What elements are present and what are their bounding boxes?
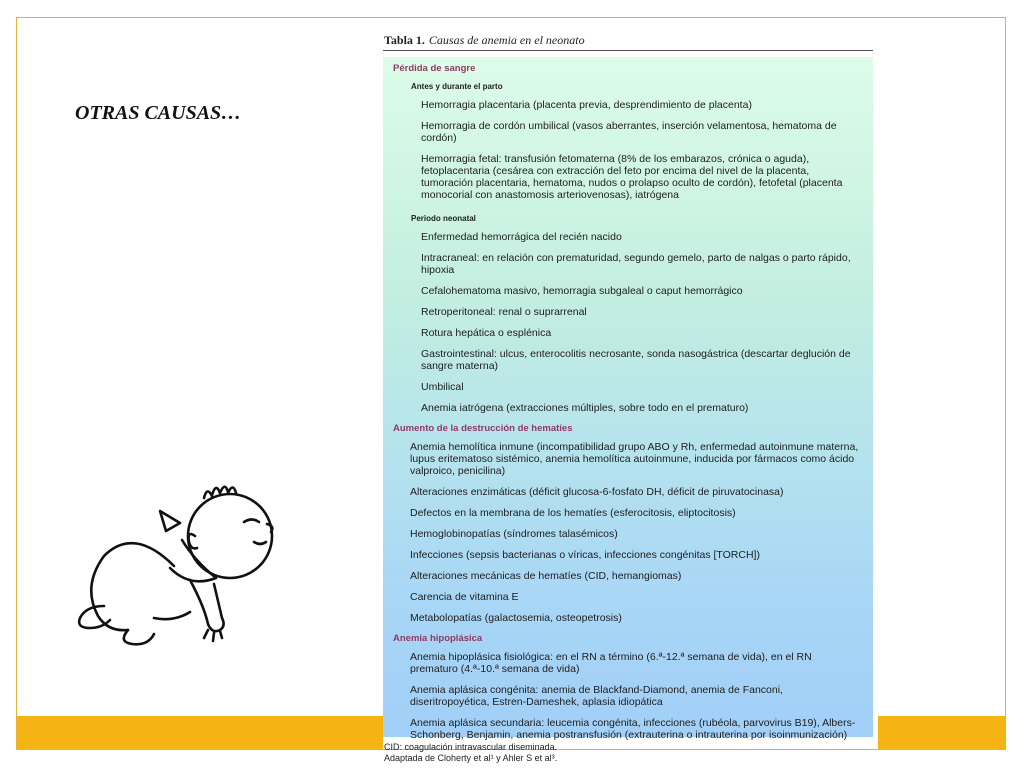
table-row: Anemia aplásica secundaria: leucemia congénita, infecciones (rubéola, parvovirus B19), Albers-Schonberg, Benjamin, anemia postransfusión (extrauterina o intrauterina por isoinmunización) [410,717,856,741]
table-caption [384,33,874,48]
footnote-source: Adaptada de Cloherty et al¹ y Ahler S et al³. [384,753,558,763]
crawling-baby-illustration [62,478,282,653]
footer-bar-right [878,716,1005,750]
table-row: Hemorragia placentaria (placenta previa, desprendimiento de placenta) [421,99,752,111]
anemia-causes-table [383,57,873,741]
section-heading-hypoplastic: Anemia hipoplásica [393,633,483,644]
table-row: Alteraciones mecánicas de hematíes (CID, hemangiomas) [410,570,682,582]
table-label: Tabla 1. [384,33,425,47]
table-row: Hemoglobinopatías (síndromes talasémicos) [410,528,618,540]
table-row: Umbilical [421,381,464,393]
table-row: Anemia iatrógena (extracciones múltiples, sobre todo en el prematuro) [421,402,749,414]
section-heading-hemolysis: Aumento de la destrucción de hematíes [393,423,573,434]
table-row: Anemia aplásica congénita: anemia de Blackfand-Diamond, anemia de Fanconi, diseritropoyética, Estren-Dameshek, aplasia idiopática [410,684,783,708]
table-row: Carencia de vitamina E [410,591,519,603]
slide-title: OTRAS CAUSAS… [75,102,242,124]
table-row: Defectos en la membrana de los hematíes (esferocitosis, eliptocitosis) [410,507,736,519]
section-heading-blood-loss: Pérdida de sangre [393,63,476,74]
table-row: Intracraneal: en relación con prematuridad, segundo gemelo, parto de nalgas o parto rápido, hipoxia [421,252,851,276]
subsection-heading-neonatal: Periodo neonatal [411,214,476,223]
table-row: Metabolopatías (galactosemia, osteopetrosis) [410,612,622,624]
table-row: Rotura hepática o esplénica [421,327,552,339]
table-row: Cefalohematoma masivo, hemorragia subgaleal o caput hemorrágico [421,285,743,297]
table-row: Hemorragia fetal: transfusión fetomaterna (8% de los embarazos, crónica o aguda), fetoplacentaria (cesárea con extracción del feto por encima del nivel de la placenta, tumoración placentaria, hematoma, nudos o prolapso oculto de cordón), fetofetal (placenta monocorial con anastomosis arteriovenosas), iatrógena [421,153,843,201]
footer-bar-left [17,716,383,750]
table-row: Anemia hipoplásica fisiológica: en el RN a término (6.ª-12.ª semana de vida), en el RN prematuro (4.ª-10.ª semana de vida) [410,651,812,675]
table-row: Hemorragia de cordón umbilical (vasos aberrantes, inserción velamentosa, hematoma de cordón) [421,120,837,144]
table-row: Retroperitoneal: renal o suprarrenal [421,306,587,318]
table-caption-text: Causas de anemia en el neonato [428,33,585,47]
table-row: Enfermedad hemorrágica del recién nacido [421,231,622,243]
table-row: Gastrointestinal: ulcus, enterocolitis necrosante, sonda nasogástrica (descartar deglución de sangre materna) [421,348,851,372]
footnote-abbreviation: CID: coagulación intravascular diseminada. [384,742,558,752]
table-top-rule [383,50,873,51]
subsection-heading-delivery: Antes y durante el parto [411,82,503,91]
table-row: Infecciones (sepsis bacterianas o víricas, infecciones congénitas [TORCH]) [410,549,760,561]
table-row: Anemia hemolítica inmune (incompatibilidad grupo ABO y Rh, enfermedad autoinmune materna, lupus eritematoso sistémico, anemia hemolítica autoinmune, inducida por fármacos como ácido valproico, penicilina) [410,441,859,477]
table-row: Alteraciones enzimáticas (déficit glucosa-6-fosfato DH, déficit de piruvatocinasa) [410,486,784,498]
